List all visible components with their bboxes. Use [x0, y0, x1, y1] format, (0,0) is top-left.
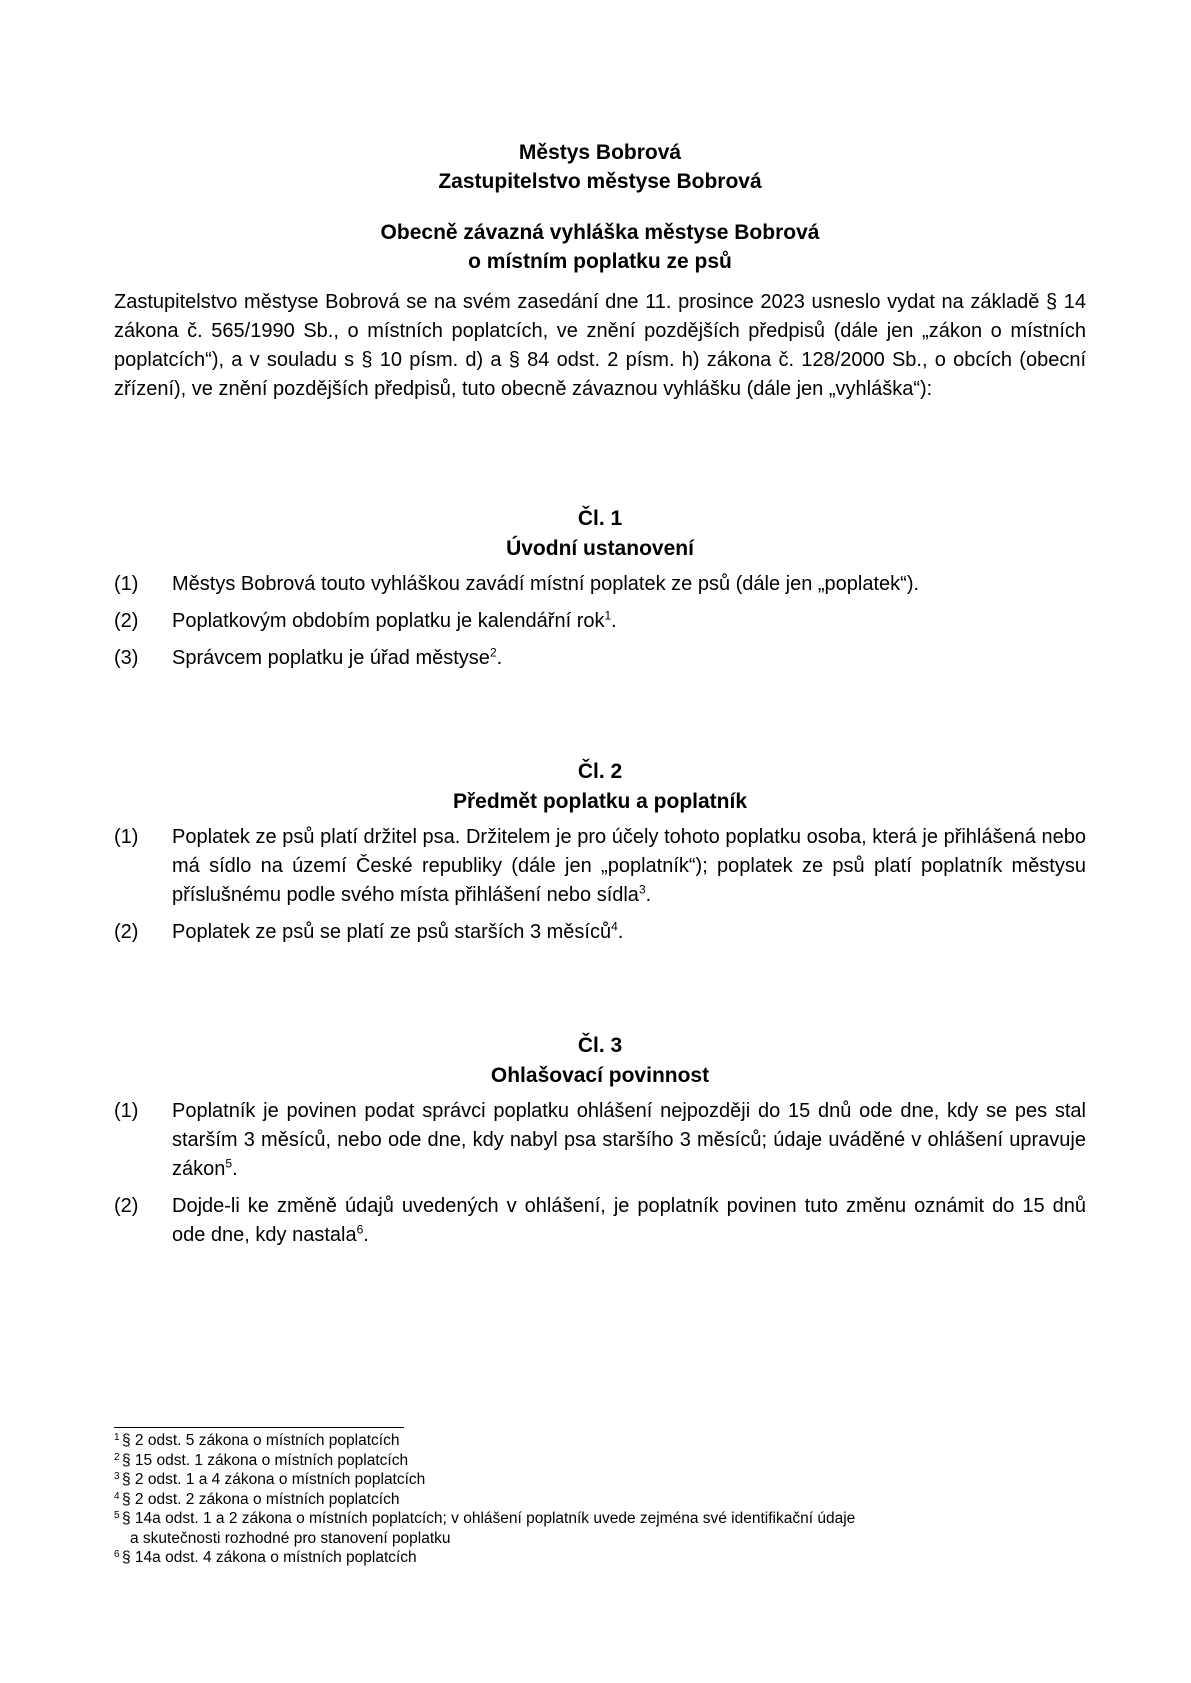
paragraph-text-block — [172, 644, 1086, 673]
footnote-text: § 14a odst. 4 zákona o místních poplatcích — [122, 1549, 417, 1566]
footnote-reference[interactable]: 5 — [225, 1156, 233, 1171]
footnote-text-block — [122, 1451, 1094, 1471]
paragraph-text: Dojde-li ke změně údajů uvedených v ohlášení, je poplatník povinen tuto změnu oznámit do 15 dnů ode dne, kdy nastala — [172, 1195, 1086, 1246]
paragraph-end: . — [617, 921, 624, 943]
paragraph — [114, 1192, 1086, 1250]
paragraph — [114, 823, 1086, 910]
article-number: Čl. 3 — [577, 1034, 623, 1057]
footnote-text-continuation: a skutečnosti rozhodné pro stanovení poplatku — [130, 1529, 451, 1547]
footnote-text: § 2 odst. 1 a 4 zákona o místních poplatcích — [122, 1471, 426, 1488]
footnote-mark: 1 — [114, 1432, 120, 1443]
paragraph-text-block — [172, 823, 1086, 910]
paragraph-end: . — [363, 1224, 369, 1246]
preamble: Zastupitelstvo městyse Bobrová se na svém zasedání dne 11. prosince 2023 usneslo vydat na základě § 14 zákona č. 565/1990 Sb., o místních poplatcích, ve znění pozdějších předpisů (dále jen „zákon o místních poplatcích“), a v souladu s § 10 písm. d) a § 84 odst. 2 písm. h) zákona č. 128/2000 Sb., o obcích (obecní zřízení), ve znění pozdějších předpisů, tuto obecně závaznou vyhlášku (dále jen „vyhláška“): — [114, 291, 1086, 400]
footnote — [114, 1509, 1094, 1548]
paragraph-text-block — [172, 570, 1086, 599]
footnote-reference[interactable]: 3 — [638, 882, 646, 897]
paragraph-end: . — [496, 647, 503, 669]
paragraph-end: . — [645, 884, 652, 906]
municipality-name: Městys Bobrová — [518, 141, 682, 164]
paragraph-text: Poplatkovým obdobím poplatku je kalendářní rok — [172, 610, 605, 632]
article-paragraphs — [114, 570, 1086, 673]
paragraph — [114, 644, 1086, 673]
paragraph-text-block — [172, 918, 1086, 947]
paragraph-number: (2) — [114, 610, 139, 632]
footnote-reference[interactable]: 4 — [611, 919, 618, 934]
paragraph-number: (1) — [114, 826, 139, 848]
paragraph-text: Poplatek ze psů se platí ze psů starších 3 měsíců — [172, 921, 612, 943]
footnote-text: § 14a odst. 1 a 2 zákona o místních poplatcích; v ohlášení poplatník uvede zejména své identifikační údaje — [122, 1510, 856, 1527]
paragraph — [114, 918, 1086, 947]
footnote-mark: 6 — [114, 1549, 120, 1560]
footnote-mark: 4 — [114, 1490, 120, 1502]
document-page — [114, 138, 1086, 1258]
paragraph-text-block — [172, 1192, 1086, 1250]
footnote-reference[interactable]: 2 — [489, 645, 497, 660]
article-paragraphs — [114, 823, 1086, 947]
paragraph — [114, 607, 1086, 636]
footnote-mark: 2 — [114, 1451, 120, 1463]
paragraph-text: Poplatek ze psů platí držitel psa. Držitelem je pro účely tohoto poplatku osoba, která je přihlášená nebo má sídlo na území České republiky (dále jen „poplatník“); poplatek ze psů platí poplatník městysu příslušnému podle svého místa přihlášení nebo sídla — [172, 826, 1086, 906]
article-number: Čl. 2 — [577, 760, 623, 783]
footnote-text: § 2 odst. 2 zákona o místních poplatcích — [122, 1490, 400, 1508]
document-title: Obecně závazná vyhláška městyse Bobrová — [380, 221, 820, 244]
footnote — [114, 1490, 1094, 1510]
article-paragraphs — [114, 1097, 1086, 1250]
footnote-text-block — [122, 1490, 1094, 1510]
paragraph-text: Správcem poplatku je úřad městyse — [172, 647, 490, 669]
footnote-separator — [114, 1427, 404, 1428]
footnote-mark: 3 — [114, 1471, 120, 1482]
paragraph — [114, 1097, 1086, 1184]
paragraph-number: (2) — [114, 921, 139, 943]
document-subtitle: o místním poplatku ze psů — [468, 250, 732, 273]
footnote-text-block — [122, 1470, 1094, 1490]
footnote-text-block — [122, 1509, 1094, 1548]
footnote-reference[interactable]: 1 — [604, 608, 612, 623]
article-title: Ohlašovací povinnost — [490, 1064, 710, 1087]
footnote-text-block — [122, 1431, 1094, 1451]
paragraph-number: (1) — [114, 1100, 139, 1122]
paragraph-number: (3) — [114, 647, 139, 669]
paragraph-end: . — [232, 1158, 238, 1180]
article-title: Předmět poplatku a poplatník — [452, 790, 748, 813]
articles — [114, 504, 1086, 1250]
footnote-mark: 5 — [114, 1510, 120, 1521]
footnote-text-block — [122, 1548, 1094, 1568]
paragraph-text-block — [172, 1097, 1086, 1184]
article-title: Úvodní ustanovení — [506, 537, 694, 560]
article-number: Čl. 1 — [577, 507, 623, 530]
footnote-reference[interactable]: 6 — [356, 1222, 364, 1237]
paragraph-text-block — [172, 607, 1086, 636]
paragraph-number: (2) — [114, 1195, 139, 1217]
paragraph-text: Městys Bobrová touto vyhláškou zavádí místní poplatek ze psů (dále jen „poplatek“). — [172, 573, 920, 595]
paragraph — [114, 570, 1086, 599]
paragraph-end: . — [611, 610, 617, 632]
footnote — [114, 1548, 1094, 1568]
footnotes — [114, 1431, 1094, 1568]
council-name: Zastupitelstvo městyse Bobrová — [438, 170, 762, 193]
paragraph-number: (1) — [114, 573, 139, 595]
paragraph-text: Poplatník je povinen podat správci poplatku ohlášení nejpozději do 15 dnů ode dne, kdy se pes stal starším 3 měsíců, nebo ode dne, kdy nabyl psa staršího 3 měsíců; údaje uváděné v ohlášení upravuje zákon — [172, 1100, 1086, 1180]
footnote — [114, 1470, 1094, 1490]
footnote-text: § 15 odst. 1 zákona o místních poplatcích — [122, 1451, 409, 1469]
footnote — [114, 1431, 1094, 1451]
footnote-text: § 2 odst. 5 zákona o místních poplatcích — [122, 1432, 400, 1449]
footnote — [114, 1451, 1094, 1471]
